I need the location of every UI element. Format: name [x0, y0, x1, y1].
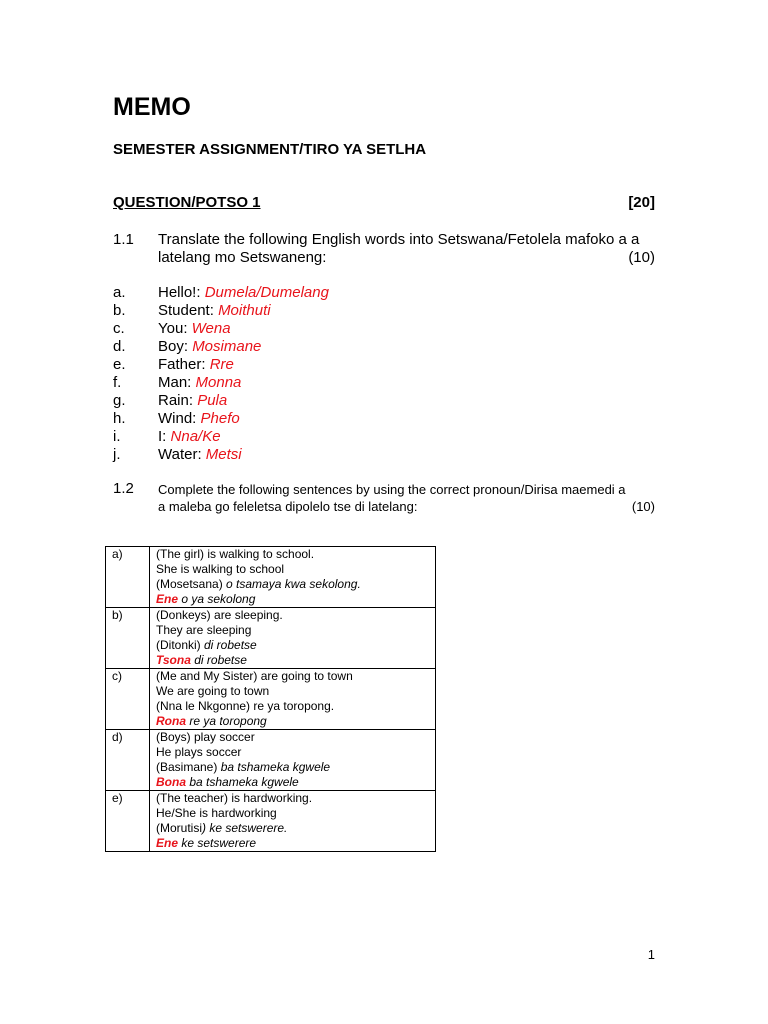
- row-content: (Me and My Sister) are going to town We are going to town (Nna le Nkgonne) re ya toropong. Rona re ya toropong: [150, 669, 436, 730]
- section-marks: (10): [628, 249, 655, 266]
- section-number-1-1: 1.1: [113, 231, 134, 248]
- instruction-line-1: Complete the following sentences by using the correct pronoun/Dirisa maemedi a: [158, 482, 626, 497]
- row-label: e): [106, 791, 150, 852]
- table-row: [106, 547, 436, 608]
- answer-pronoun: Rona: [156, 714, 186, 728]
- row-content: (The teacher) is hardworking. He/She is hardworking (Morutisi) ke setswerere. Ene ke setswerere: [150, 791, 436, 852]
- row-content: (Boys) play soccer He plays soccer (Basimane) ba tshameka kgwele Bona ba tshameka kgwele: [150, 730, 436, 791]
- table-row: [106, 730, 436, 791]
- page-number: 1: [647, 947, 655, 962]
- table-row: [106, 608, 436, 669]
- page-title: MEMO: [113, 93, 191, 121]
- table-row: [106, 791, 436, 852]
- section-marks: (10): [631, 499, 655, 514]
- answer-pronoun: Tsona: [156, 653, 191, 667]
- section-number-1-2: 1.2: [113, 480, 134, 497]
- section-instruction-1-1: [158, 231, 655, 267]
- page-subtitle: SEMESTER ASSIGNMENT/TIRO YA SETLHA: [113, 141, 427, 158]
- instruction-line-2: latelang mo Setswaneng: (10): [158, 249, 655, 266]
- answer-pronoun: Ene: [156, 592, 179, 606]
- question-marks: [20]: [628, 194, 655, 211]
- table-row: [106, 669, 436, 730]
- pronoun-table: [105, 546, 436, 852]
- question-header: [113, 194, 655, 211]
- answer-pronoun: Bona: [156, 775, 186, 789]
- row-label: a): [106, 547, 150, 608]
- instruction-line-2: a maleba go feleletsa dipolelo tse di latelang: (10): [158, 499, 655, 514]
- row-content: (Donkeys) are sleeping. They are sleeping (Ditonki) di robetse Tsona di robetse: [150, 608, 436, 669]
- row-label: d): [106, 730, 150, 791]
- section-instruction-1-2: [158, 481, 655, 515]
- question-label: QUESTION/POTSO 1: [113, 194, 261, 211]
- row-content: (The girl) is walking to school. She is walking to school (Mosetsana) o tsamaya kwa sekolong. Ene o ya sekolong: [150, 547, 436, 608]
- answer-pronoun: Ene: [156, 836, 179, 850]
- instruction-line-1: Translate the following English words into Setswana/Fetolela mafoko a a: [158, 231, 640, 248]
- row-label: b): [106, 608, 150, 669]
- row-label: c): [106, 669, 150, 730]
